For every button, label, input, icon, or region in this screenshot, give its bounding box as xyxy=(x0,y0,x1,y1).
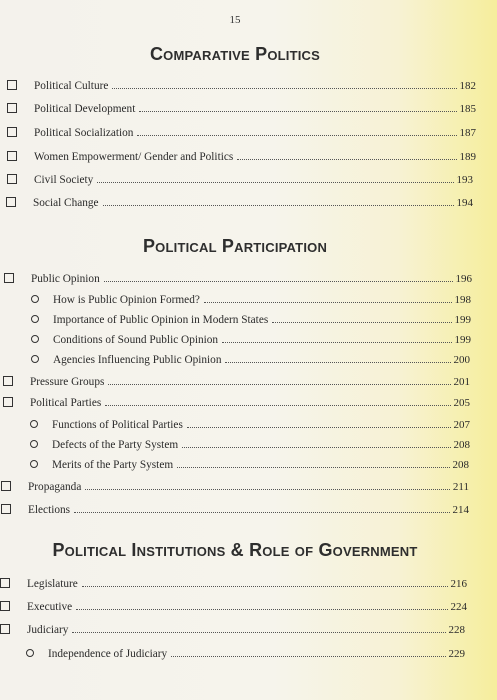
entry-page-number: 201 xyxy=(453,376,470,388)
dot-leader xyxy=(85,489,450,490)
toc-entry xyxy=(34,123,476,139)
toc-entry xyxy=(30,393,470,409)
checkbox-bullet-icon xyxy=(7,151,17,161)
checkbox-bullet-icon xyxy=(7,127,17,137)
toc-subentry xyxy=(53,290,471,306)
section-heading: Comparative Politics xyxy=(149,44,321,64)
entry-label: Pressure Groups xyxy=(30,376,105,388)
dot-leader xyxy=(171,656,445,657)
dot-leader xyxy=(104,281,453,282)
dot-leader xyxy=(103,205,454,206)
checkbox-bullet-icon xyxy=(3,376,13,386)
entry-label: Independence of Judiciary xyxy=(48,648,168,660)
checkbox-bullet-icon xyxy=(1,481,11,491)
dot-leader xyxy=(177,467,449,468)
entry-page-number: 229 xyxy=(448,648,465,660)
toc-subentry xyxy=(53,330,471,346)
checkbox-bullet-icon xyxy=(1,504,11,514)
entry-label: Merits of the Party System xyxy=(52,459,174,471)
toc-entry xyxy=(34,76,476,92)
entry-label: Legislature xyxy=(27,578,78,590)
toc-entry xyxy=(27,574,467,590)
circle-bullet-icon xyxy=(30,440,38,448)
entry-label: Civil Society xyxy=(34,174,94,186)
circle-bullet-icon xyxy=(30,460,38,468)
dot-leader xyxy=(272,322,451,323)
entry-page-number: 196 xyxy=(455,273,472,285)
entry-page-number: 208 xyxy=(453,439,470,451)
entry-page-number: 216 xyxy=(450,578,467,590)
toc-subentry xyxy=(53,350,470,366)
toc-entry xyxy=(33,193,473,209)
checkbox-bullet-icon xyxy=(7,174,17,184)
entry-label: Judiciary xyxy=(27,624,69,636)
entry-label: Importance of Public Opinion in Modern States xyxy=(53,314,269,326)
toc-entry xyxy=(31,269,472,285)
entry-label: Propaganda xyxy=(28,481,82,493)
entry-page-number: 214 xyxy=(452,504,469,516)
entry-page-number: 205 xyxy=(453,397,470,409)
entry-page-number: 228 xyxy=(448,624,465,636)
dot-leader xyxy=(182,447,450,448)
checkbox-bullet-icon xyxy=(0,624,10,634)
dot-leader xyxy=(97,182,453,183)
entry-label: Conditions of Sound Public Opinion xyxy=(53,334,219,346)
dot-leader xyxy=(187,427,451,428)
toc-subentry xyxy=(48,644,465,660)
toc-subentry xyxy=(53,310,471,326)
entry-page-number: 185 xyxy=(459,103,476,115)
entry-page-number: 199 xyxy=(454,334,471,346)
entry-label: How is Public Opinion Formed? xyxy=(53,294,200,306)
entry-page-number: 207 xyxy=(453,419,470,431)
circle-bullet-icon xyxy=(26,649,34,657)
dot-leader xyxy=(225,362,450,363)
entry-page-number: 182 xyxy=(459,80,476,92)
circle-bullet-icon xyxy=(31,335,39,343)
entry-label: Political Socialization xyxy=(34,127,134,139)
entry-label: Social Change xyxy=(33,197,99,209)
checkbox-bullet-icon xyxy=(0,578,10,588)
entry-label: Women Empowerment/ Gender and Politics xyxy=(34,151,234,163)
checkbox-bullet-icon xyxy=(6,197,16,207)
entry-page-number: 187 xyxy=(459,127,476,139)
dot-leader xyxy=(204,302,452,303)
section-heading: Political Participation xyxy=(142,236,328,256)
dot-leader xyxy=(105,405,450,406)
entry-label: Political Parties xyxy=(30,397,102,409)
checkbox-bullet-icon xyxy=(3,397,13,407)
dot-leader xyxy=(137,135,456,136)
dot-leader xyxy=(74,512,449,513)
dot-leader xyxy=(82,586,448,587)
entry-label: Elections xyxy=(28,504,71,516)
checkbox-bullet-icon xyxy=(0,601,10,611)
entry-page-number: 199 xyxy=(454,314,471,326)
toc-entry xyxy=(28,500,469,516)
toc-entry xyxy=(27,597,467,613)
entry-label: Public Opinion xyxy=(31,273,100,285)
dot-leader xyxy=(76,609,447,610)
entry-label: Political Culture xyxy=(34,80,109,92)
entry-page-number: 193 xyxy=(456,174,473,186)
toc-entry xyxy=(28,477,469,493)
checkbox-bullet-icon xyxy=(7,80,17,90)
entry-label: Agencies Influencing Public Opinion xyxy=(53,354,222,366)
entry-page-number: 211 xyxy=(452,481,469,493)
dot-leader xyxy=(72,632,445,633)
page-number: 15 xyxy=(229,14,241,26)
entry-page-number: 208 xyxy=(452,459,469,471)
dot-leader xyxy=(139,111,456,112)
toc-entry xyxy=(34,99,476,115)
circle-bullet-icon xyxy=(31,295,39,303)
toc-entry xyxy=(30,372,470,388)
entry-label: Executive xyxy=(27,601,73,613)
toc-entry xyxy=(34,170,473,186)
circle-bullet-icon xyxy=(30,420,38,428)
circle-bullet-icon xyxy=(31,355,39,363)
dot-leader xyxy=(222,342,451,343)
checkbox-bullet-icon xyxy=(4,273,14,283)
entry-page-number: 200 xyxy=(453,354,470,366)
dot-leader xyxy=(112,88,456,89)
entry-page-number: 189 xyxy=(459,151,476,163)
dot-leader xyxy=(108,384,450,385)
circle-bullet-icon xyxy=(31,315,39,323)
toc-subentry xyxy=(52,455,469,471)
entry-label: Functions of Political Parties xyxy=(52,419,183,431)
entry-page-number: 194 xyxy=(456,197,473,209)
entry-label: Political Development xyxy=(34,103,136,115)
toc-subentry xyxy=(52,435,470,451)
toc-entry xyxy=(27,620,465,636)
entry-page-number: 224 xyxy=(450,601,467,613)
toc-entry xyxy=(34,147,476,163)
toc-subentry xyxy=(52,415,470,431)
entry-label: Defects of the Party System xyxy=(52,439,179,451)
section-heading: Political Institutions & Role of Government xyxy=(52,540,418,560)
checkbox-bullet-icon xyxy=(7,103,17,113)
dot-leader xyxy=(237,159,456,160)
entry-page-number: 198 xyxy=(454,294,471,306)
